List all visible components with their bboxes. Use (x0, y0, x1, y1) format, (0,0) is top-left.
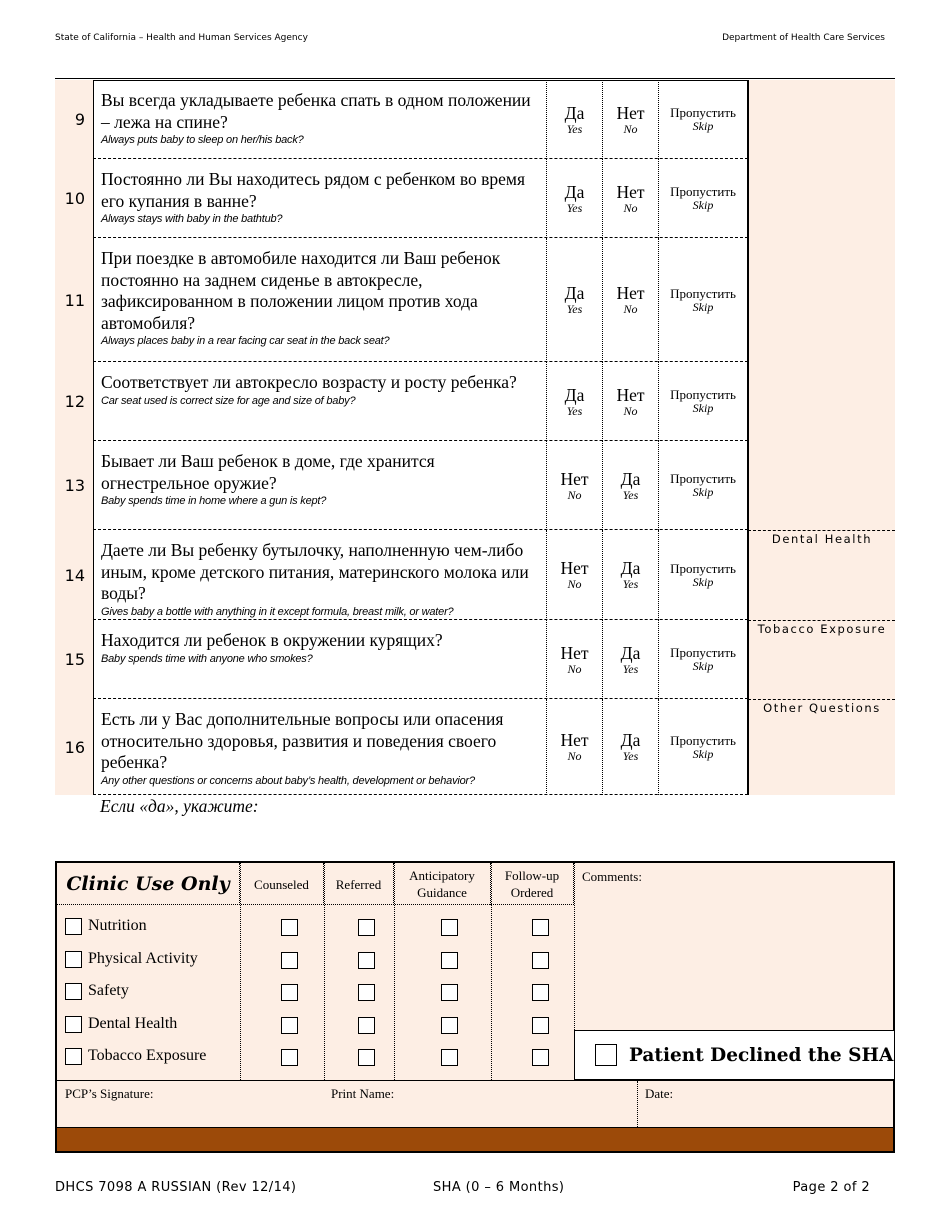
comments-label: Comments: (582, 869, 642, 884)
question-text-cell (93, 441, 546, 530)
answer-option-1[interactable] (546, 80, 602, 159)
answer-1-ru: Нет (560, 730, 589, 750)
answer-option-2[interactable] (602, 159, 658, 238)
col-counseled: Counseled (240, 863, 324, 905)
answer-option-2[interactable] (602, 699, 658, 795)
clinic-checkbox-guidance[interactable] (441, 919, 458, 936)
clinic-checkbox-referred[interactable] (358, 1049, 375, 1066)
topic-checkbox[interactable] (65, 951, 82, 968)
answer-1-en: No (567, 749, 582, 763)
header-divider (57, 904, 574, 905)
clinic-checkbox-followup[interactable] (532, 952, 549, 969)
question-russian: Постоянно ли Вы находитесь рядом с ребенком во время его купания в ванне? (101, 169, 525, 211)
column-divider (491, 863, 492, 1080)
skip-en: Skip (692, 746, 714, 761)
answer-2-ru: Да (620, 558, 641, 578)
answer-option-1[interactable] (546, 159, 602, 238)
form-title-footer: SHA (0 – 6 Months) (433, 1180, 565, 1195)
clinic-checkbox-counseled[interactable] (281, 984, 298, 1001)
clinic-title: Clinic Use Only (66, 872, 230, 895)
topic-tobacco-exposure[interactable] (65, 1047, 206, 1065)
department-header: Department of Health Care Services (722, 33, 885, 43)
question-text-cell (93, 362, 546, 441)
category-label: Other Questions (763, 701, 881, 715)
skip-en: Skip (692, 299, 714, 314)
answer-2-ru: Нет (616, 384, 645, 405)
answer-skip[interactable] (658, 530, 748, 620)
skip-ru: Пропустить (670, 471, 736, 486)
skip-ru: Пропустить (670, 285, 736, 301)
specify-prompt: Если «да», укажите: (100, 796, 259, 816)
category-cell (748, 362, 895, 441)
category-cell (748, 620, 895, 699)
category-cell (748, 699, 895, 795)
topic-safety[interactable] (65, 982, 129, 1000)
answer-option-2[interactable] (602, 620, 658, 699)
footer-bar (57, 1127, 893, 1151)
skip-en: Skip (692, 198, 714, 212)
question-number-text: 12 (64, 392, 85, 411)
question-row (55, 238, 895, 362)
col-anticipatory-guidance: Anticipatory Guidance (394, 863, 491, 905)
question-row (55, 80, 895, 159)
answer-1-en: No (567, 661, 582, 676)
answer-1-en: Yes (566, 403, 583, 418)
question-russian: Бывает ли Ваш ребенок в доме, где хранится огнестрельное оружие? (101, 451, 435, 493)
answer-2-en: Yes (622, 577, 639, 591)
question-row (55, 159, 895, 238)
clinic-checkbox-referred[interactable] (358, 919, 375, 936)
question-english: Always places baby in a rear facing car seat in the back seat? (101, 335, 390, 347)
page-number: Page 2 of 2 (792, 1180, 870, 1195)
topic-dental-health[interactable] (65, 1015, 177, 1033)
question-text-cell (93, 80, 546, 159)
clinic-checkbox-followup[interactable] (532, 1049, 549, 1066)
question-number-text: 11 (64, 290, 85, 310)
clinic-checkbox-followup[interactable] (532, 1017, 549, 1034)
clinic-checkbox-guidance[interactable] (441, 1017, 458, 1034)
topic-checkbox[interactable] (65, 918, 82, 935)
category-cell (748, 80, 895, 159)
skip-ru: Пропустить (670, 387, 736, 402)
question-row (55, 530, 895, 620)
column-divider (394, 863, 395, 1080)
question-english: Car seat used is correct size for age and size of baby? (101, 394, 356, 407)
clinic-checkbox-referred[interactable] (358, 952, 375, 969)
question-text-cell (93, 620, 546, 699)
answer-2-en: No (623, 200, 638, 215)
topic-label: Dental Health (88, 1015, 178, 1032)
patient-declined-checkbox[interactable] (574, 1030, 895, 1080)
question-english: Always puts baby to sleep on her/his back? (101, 134, 304, 146)
skip-en: Skip (692, 401, 714, 415)
question-number-text: 9 (74, 110, 85, 129)
answer-2-ru: Нет (616, 181, 645, 202)
topic-nutrition[interactable] (65, 917, 147, 935)
patient-declined-label: Patient Declined the SHA (629, 1044, 894, 1066)
question-number-text: 14 (64, 565, 85, 585)
question-number (55, 80, 93, 159)
answer-skip[interactable] (658, 80, 748, 159)
clinic-checkbox-counseled[interactable] (281, 919, 298, 936)
question-number (55, 620, 93, 699)
date-label: Date: (645, 1086, 674, 1101)
question-row (55, 441, 895, 530)
answer-2-en: No (623, 403, 638, 418)
category-divider (748, 699, 895, 700)
answer-skip[interactable] (658, 159, 748, 238)
answer-2-en: Yes (622, 661, 639, 676)
topic-label: Safety (88, 982, 129, 999)
answer-1-en: Yes (566, 302, 583, 316)
question-number (55, 441, 93, 530)
answer-2-ru: Нет (616, 102, 645, 123)
topic-label: Nutrition (88, 917, 147, 934)
question-english: Baby spends time with anyone who smokes? (101, 652, 313, 665)
skip-ru: Пропустить (670, 105, 736, 120)
answer-skip[interactable] (658, 441, 748, 530)
category-divider (748, 620, 895, 621)
answer-1-en: Yes (566, 121, 583, 136)
topic-checkbox[interactable] (65, 983, 82, 1000)
question-text-cell (93, 530, 546, 620)
answer-option-1[interactable] (546, 441, 602, 530)
answer-1-ru: Да (564, 181, 585, 202)
category-label: Dental Health (771, 532, 873, 546)
clinic-checkbox-followup[interactable] (532, 984, 549, 1001)
category-cell (748, 159, 895, 238)
topic-label: Physical Activity (88, 950, 198, 967)
answer-skip[interactable] (658, 238, 748, 362)
question-row (55, 362, 895, 441)
answer-option-1[interactable] (546, 620, 602, 699)
question-russian: Вы всегда укладываете ребенка спать в одном положении – лежа на спине? (101, 90, 531, 132)
question-number-text: 15 (64, 650, 85, 669)
answer-1-en: No (567, 577, 582, 591)
answer-2-en: Yes (622, 487, 639, 502)
answer-2-en: Yes (622, 749, 639, 763)
question-english: Always stays with baby in the bathtub? (101, 213, 283, 225)
skip-ru: Пропустить (670, 560, 736, 576)
answer-2-ru: Да (620, 468, 641, 489)
answer-1-en: Yes (566, 200, 583, 215)
question-number-text: 16 (64, 737, 85, 757)
clinic-checkbox-counseled[interactable] (281, 1017, 298, 1034)
declined-box[interactable] (595, 1044, 617, 1066)
skip-en: Skip (692, 574, 714, 589)
question-number-text: 13 (64, 476, 85, 495)
clinic-checkbox-guidance[interactable] (441, 1049, 458, 1066)
answer-skip[interactable] (658, 699, 748, 795)
answer-1-ru: Нет (560, 642, 589, 663)
skip-ru: Пропустить (670, 645, 736, 660)
question-number (55, 362, 93, 441)
topic-label: Tobacco Exposure (88, 1047, 207, 1064)
clinic-checkbox-referred[interactable] (358, 1017, 375, 1034)
clinic-checkbox-guidance[interactable] (441, 952, 458, 969)
column-divider (324, 863, 325, 1080)
date-divider (637, 1081, 638, 1127)
answer-1-ru: Нет (560, 468, 589, 489)
answer-option-1[interactable] (546, 530, 602, 620)
answer-option-1[interactable] (546, 362, 602, 441)
category-cell (748, 530, 895, 620)
agency-header: State of California – Health and Human Services Agency (55, 33, 308, 43)
answer-option-2[interactable] (602, 238, 658, 362)
skip-ru: Пропустить (670, 732, 736, 748)
question-text-cell (93, 699, 546, 795)
category-label: Tobacco Exposure (757, 622, 887, 636)
answer-1-ru: Нет (560, 558, 589, 578)
question-number (55, 699, 93, 795)
column-divider (240, 863, 241, 1080)
question-number-text: 10 (64, 189, 85, 208)
skip-en: Skip (692, 659, 714, 673)
clinic-checkbox-referred[interactable] (358, 984, 375, 1001)
clinic-checkbox-followup[interactable] (532, 919, 549, 936)
question-english: Gives baby a bottle with anything in it except formula, breast milk, or water? (101, 605, 454, 618)
answer-option-1[interactable] (546, 699, 602, 795)
category-cell (748, 238, 895, 362)
question-number (55, 238, 93, 362)
question-russian: Соответствует ли автокресло возрасту и росту ребенка? (101, 372, 517, 392)
question-text-cell (93, 238, 546, 362)
answer-1-ru: Да (564, 283, 585, 303)
topic-checkbox[interactable] (65, 1048, 82, 1065)
skip-ru: Пропустить (670, 184, 736, 199)
skip-en: Skip (692, 485, 714, 499)
clinic-checkbox-counseled[interactable] (281, 1049, 298, 1066)
answer-option-1[interactable] (546, 238, 602, 362)
row-divider (93, 794, 748, 795)
topic-physical-activity[interactable] (65, 950, 198, 968)
table-top-border (93, 80, 748, 81)
question-english: Baby spends time in home where a gun is kept? (101, 495, 327, 507)
answer-skip[interactable] (658, 362, 748, 441)
pcp-signature-label: PCP’s Signature: (65, 1086, 154, 1101)
col-referred: Referred (324, 863, 394, 905)
clinic-title-cell (57, 863, 240, 905)
answer-2-en: No (623, 121, 638, 136)
answer-option-2[interactable] (602, 80, 658, 159)
clinic-use-section (55, 861, 895, 1153)
top-divider (55, 78, 895, 79)
answer-2-en: No (623, 302, 638, 316)
answer-skip[interactable] (658, 620, 748, 699)
answer-option-2[interactable] (602, 530, 658, 620)
topic-checkbox[interactable] (65, 1016, 82, 1033)
form-id: DHCS 7098 A RUSSIAN (Rev 12/14) (55, 1180, 297, 1195)
question-english: Any other questions or concerns about baby’s health, development or behavior? (101, 774, 475, 787)
clinic-checkbox-guidance[interactable] (441, 984, 458, 1001)
question-number (55, 530, 93, 620)
question-russian: Находится ли ребенок в окружении курящих? (101, 630, 443, 650)
question-row (55, 699, 895, 795)
question-text-cell (93, 159, 546, 238)
skip-en: Skip (692, 119, 714, 133)
answer-2-ru: Нет (616, 283, 645, 303)
question-row (55, 620, 895, 699)
answer-2-ru: Да (620, 730, 641, 750)
answer-1-en: No (567, 487, 582, 502)
signature-divider (57, 1080, 893, 1081)
clinic-checkbox-counseled[interactable] (281, 952, 298, 969)
answer-option-2[interactable] (602, 441, 658, 530)
category-cell (748, 441, 895, 530)
question-russian: Даете ли Вы ребенку бутылочку, наполненную чем-либо иным, кроме детского питания, материнского молока или воды? (101, 540, 529, 603)
question-russian: При поездке в автомобиле находится ли Ваш ребенок постоянно на заднем сиденье в автокресле, зафиксированном в положении лицом против хода автомобиля? (101, 248, 501, 333)
answer-1-ru: Да (564, 102, 585, 123)
category-divider (748, 530, 895, 531)
print-name-label: Print Name: (331, 1086, 395, 1101)
question-russian: Есть ли у Вас дополнительные вопросы или опасения относительно здоровья, развития и поведения своего ребенка? (101, 709, 504, 772)
question-number (55, 159, 93, 238)
col-follow-up-ordered: Follow-up Ordered (491, 863, 574, 905)
answer-option-2[interactable] (602, 362, 658, 441)
answer-2-ru: Да (620, 642, 641, 663)
answer-1-ru: Да (564, 384, 585, 405)
